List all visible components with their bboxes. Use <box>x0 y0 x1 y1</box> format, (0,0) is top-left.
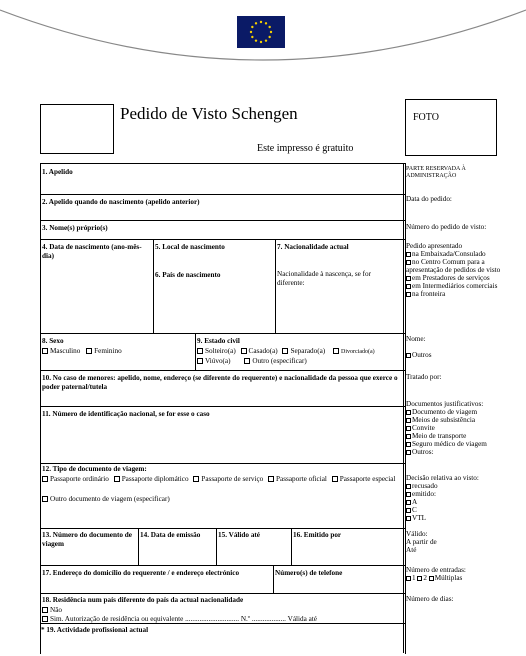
label-divorced: Divorciado(a) <box>341 349 375 355</box>
checkbox-visa-vtl[interactable] <box>406 516 411 521</box>
label-common-centre: no Centro Comum para a apresentação de pedidos de visto <box>406 258 501 274</box>
field-birth-place[interactable]: 5. Local de nascimento <box>155 243 225 251</box>
checkbox-other-docs[interactable] <box>406 450 411 455</box>
field-first-names[interactable]: 3. Nome(s) próprio(s) <box>42 224 108 232</box>
label-other-status: Outro (especificar) <box>252 357 307 365</box>
label-ordinary-passport: Passaporte ordinário <box>50 475 109 483</box>
checkbox-intermediaries[interactable] <box>406 284 411 289</box>
admin-sidebar <box>403 163 524 653</box>
residence-option-yes <box>42 615 317 624</box>
eu-star-icon <box>268 26 270 28</box>
admin-reserved-heading: PARTE RESERVADA À ADMINISTRAÇÃO <box>406 166 466 179</box>
admin-entries-options <box>406 574 462 582</box>
label-other-doc: Outro documento de viagem (especificar) <box>50 495 170 503</box>
label-visa-vtl: VTL <box>412 514 426 522</box>
label-embassy: na Embaixada/Consulado <box>412 250 486 258</box>
eu-star-icon <box>265 39 267 41</box>
checkbox-entries-multiple[interactable] <box>429 576 434 581</box>
admin-days: Número de dias: <box>406 595 454 603</box>
field-surname[interactable]: 1. Apelido <box>42 168 73 176</box>
travel-doc-options <box>42 475 402 484</box>
checkbox-divorced[interactable] <box>333 348 339 354</box>
civil-status-options-row1 <box>197 347 375 357</box>
checkbox-embassy[interactable] <box>406 252 411 257</box>
admin-entries: Número de entradas: <box>406 566 466 574</box>
checkbox-other-doc[interactable] <box>42 496 48 502</box>
label-travel-doc: Documento de viagem <box>412 408 478 416</box>
eu-stars-icon <box>237 16 285 48</box>
label-female: Feminino <box>94 347 122 355</box>
label-service-providers: em Prestadores de serviços <box>412 274 490 282</box>
checkbox-issued[interactable] <box>406 492 411 497</box>
admin-decision: Decisão relativa ao visto: <box>406 474 479 482</box>
checkbox-single[interactable] <box>197 348 203 354</box>
sex-options <box>42 347 122 356</box>
checkbox-married[interactable] <box>241 348 247 354</box>
eu-star-icon <box>270 31 272 33</box>
label-visa-c: C <box>412 506 417 514</box>
label-entries-2: 2 <box>423 574 427 582</box>
field-issued-by[interactable]: 16. Emitido por <box>293 531 342 539</box>
admin-valid-until: Até <box>406 546 417 554</box>
label-special-passport: Passaporte especial <box>339 475 396 483</box>
field-valid-until[interactable]: 15. Válido até <box>218 531 260 539</box>
label-entries-1: 1 <box>412 574 416 582</box>
checkbox-invitation[interactable] <box>406 426 411 431</box>
label-residence-yes: Sim. Autorização de residência ou equivalente .............................. N.º ................... Válida até <box>50 615 317 623</box>
field-civil-status: 9. Estado civil <box>197 337 240 345</box>
label-means: Meios de subsistência <box>412 416 476 424</box>
checkbox-common-centre[interactable] <box>406 260 411 265</box>
checkbox-separated[interactable] <box>282 348 288 354</box>
admin-supporting-docs: Documentos justificativos: <box>406 400 484 408</box>
label-diplomatic-passport: Passaporte diplomático <box>121 475 189 483</box>
field-minor-guardian[interactable]: 10. No caso de menores: apelido, nome, endereço (se diferente do requerente) e nacionalidade da pessoa que exerce o poder paternal/tutela <box>42 374 398 391</box>
admin-name: Nome: <box>406 335 426 343</box>
eu-flag-icon <box>237 16 285 48</box>
label-refused: recusado <box>412 482 438 490</box>
admin-number: Número do pedido de visto: <box>406 223 487 231</box>
eu-star-icon <box>260 41 262 43</box>
checkbox-residence-yes[interactable] <box>42 616 48 622</box>
checkbox-travel-doc[interactable] <box>406 410 411 415</box>
admin-submitted: Pedido apresentado <box>406 242 463 250</box>
label-official-passport: Passaporte oficial <box>276 475 327 483</box>
label-others: Outros <box>412 351 432 359</box>
checkbox-special-passport[interactable] <box>332 476 338 482</box>
admin-doc-options <box>406 408 522 456</box>
field-travel-doc-type: 12. Tipo de documento de viagem: <box>42 465 147 473</box>
label-male: Masculino <box>50 347 81 355</box>
field-occupation[interactable]: * 19. Actividade profissional actual <box>41 626 149 634</box>
field-residence: 18. Residência num país diferente do país da actual nacionalidade <box>42 596 244 604</box>
eu-star-icon <box>250 31 252 33</box>
label-transport: Meio de transporte <box>412 432 467 440</box>
field-sex: 8. Sexo <box>42 337 64 345</box>
eu-star-icon <box>255 39 257 41</box>
checkbox-means[interactable] <box>406 418 411 423</box>
eu-star-icon <box>265 22 267 24</box>
field-nationality[interactable]: 7. Nacionalidade actual <box>277 243 349 251</box>
checkbox-male[interactable] <box>42 348 48 354</box>
eu-star-icon <box>268 36 270 38</box>
admin-valid-from: A partir de <box>406 538 437 546</box>
label-invitation: Convite <box>412 424 435 432</box>
checkbox-service-providers[interactable] <box>406 276 411 281</box>
eu-star-icon <box>260 21 262 23</box>
label-separated: Separado(a) <box>290 347 326 355</box>
label-issued: emitido: <box>412 490 436 498</box>
eu-star-icon <box>251 36 253 38</box>
label-service-passport: Passaporte de serviço <box>201 475 264 483</box>
checkbox-residence-no[interactable] <box>42 607 48 613</box>
checkbox-transport[interactable] <box>406 434 411 439</box>
label-visa-a: A <box>412 498 418 506</box>
label-entries-multiple: Múltiplas <box>434 574 463 582</box>
checkbox-entries-1[interactable] <box>406 576 411 581</box>
admin-submitted-options <box>406 250 522 298</box>
field-phone[interactable]: Número(s) de telefone <box>275 569 343 577</box>
eu-star-icon <box>251 26 253 28</box>
checkbox-other-status[interactable] <box>244 358 250 364</box>
checkbox-diplomatic-passport[interactable] <box>114 476 120 482</box>
field-nationality-birth[interactable]: Nacionalidade à nascença, se for diferente: <box>277 270 371 287</box>
residence-option-no <box>42 606 62 615</box>
checkbox-official-passport[interactable] <box>268 476 274 482</box>
label-intermediaries: em Intermediários comerciais <box>412 282 498 290</box>
admin-others <box>406 351 432 359</box>
civil-status-options-row2 <box>197 357 307 366</box>
checkbox-service-passport[interactable] <box>193 476 199 482</box>
photo-label: FOTO <box>413 112 439 123</box>
label-residence-no: Não <box>50 606 62 614</box>
checkbox-entries-2[interactable] <box>417 576 422 581</box>
photo-box <box>405 99 497 156</box>
label-insurance: Seguro médico de viagem <box>412 440 487 448</box>
checkbox-others[interactable] <box>406 353 411 358</box>
admin-date: Data do pedido: <box>406 195 452 203</box>
checkbox-visa-c[interactable] <box>406 508 411 513</box>
travel-doc-other <box>42 495 170 504</box>
application-form <box>40 163 406 654</box>
label-other-docs: Outros: <box>412 448 434 456</box>
checkbox-ordinary-passport[interactable] <box>42 476 48 482</box>
eu-star-icon <box>255 22 257 24</box>
checkbox-widowed[interactable] <box>197 358 203 364</box>
label-single: Solteiro(a) <box>205 347 236 355</box>
label-widowed: Viúvo(a) <box>205 357 231 365</box>
form-subtitle: Este impresso é gratuito <box>257 143 354 154</box>
checkbox-female[interactable] <box>86 348 92 354</box>
checkbox-insurance[interactable] <box>406 442 411 447</box>
field-travel-doc-number[interactable]: 13. Número do documento de viagem <box>42 531 132 548</box>
checkbox-border[interactable] <box>406 292 411 297</box>
field-home-address[interactable]: 17. Endereço do domicílio do requerente / e endereço electrónico <box>42 569 240 577</box>
admin-valid: Válido: <box>406 530 428 538</box>
admin-handled-by: Tratado por: <box>406 373 442 381</box>
label-married: Casado(a) <box>248 347 278 355</box>
field-birth-country[interactable]: 6. País de nascimento <box>155 271 221 279</box>
form-title: Pedido de Visto Schengen <box>120 104 298 123</box>
field-birth-surname[interactable]: 2. Apelido quando do nascimento (apelido anterior) <box>42 198 200 206</box>
admin-decision-options <box>406 482 522 522</box>
barcode-box <box>40 104 114 154</box>
label-border: na fronteira <box>412 290 446 298</box>
field-issue-date[interactable]: 14. Data de emissão <box>140 531 201 539</box>
checkbox-refused[interactable] <box>406 484 411 489</box>
field-birth-date[interactable]: 4. Data de nascimento (ano-mês-dia) <box>42 243 142 260</box>
checkbox-visa-a[interactable] <box>406 500 411 505</box>
field-national-id[interactable]: 11. Número de identificação nacional, se for esse o caso <box>42 410 210 418</box>
